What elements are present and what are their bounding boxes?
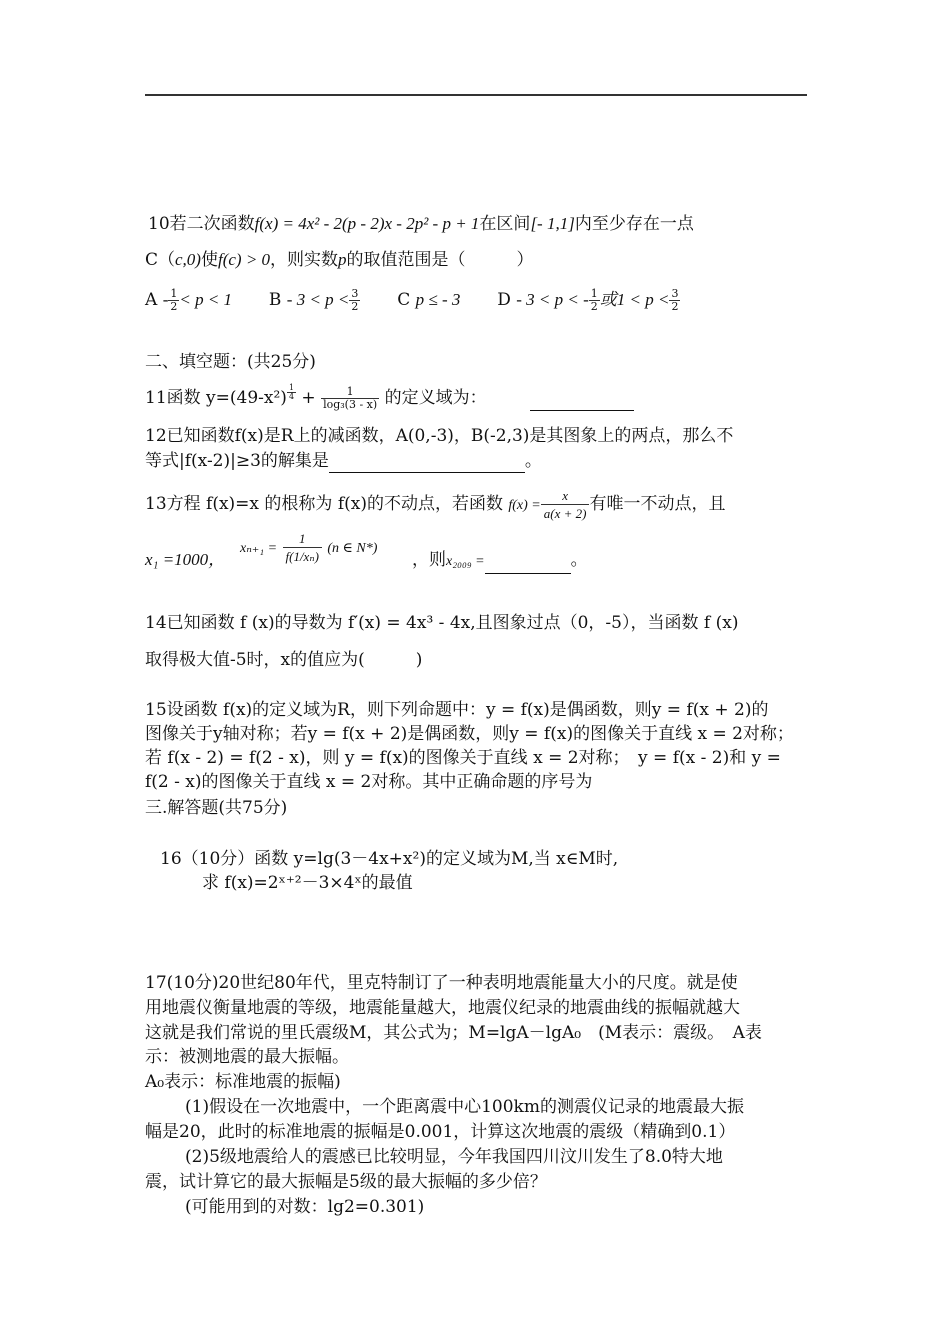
q10-interval: [- 1,1] — [530, 214, 575, 233]
option-b-label: B — [268, 290, 282, 310]
option-c: p ≤ - 3 — [415, 290, 461, 309]
q10-line1 — [148, 212, 694, 236]
option-c-label: C — [397, 290, 411, 310]
option-a: < p < 1 — [179, 290, 233, 309]
q12-line1: 12已知函数f(x)是R上的减函数，A(0,-3)，B(-2,3)是其图象上的两点，那么不 — [145, 426, 734, 446]
q15-line2: 图像关于y轴对称；若y = f(x + 2)是偶函数，则y = f(x)的图像关于直线 x = 2对称； — [145, 724, 794, 744]
q13-function: f(x) = — [508, 498, 541, 513]
q15-line3: 若 f(x - 2) = f(2 - x)，则 y = f(x)的图像关于直线 x = 2对称； y = f(x - 2)和 y = — [145, 748, 781, 768]
q14-line2: 取得极大值-5时，x的值应为( ) — [145, 650, 423, 670]
q17-part2-line2: 震，试计算它的最大振幅是5级的最大振幅的多少倍？ — [145, 1172, 547, 1192]
q10-text: 10若二次函数 — [148, 214, 255, 234]
fraction-three-halves: $\frac{3}{2}$ — [671, 287, 679, 313]
q13-text: 13方程 f(x)=x 的根称为 f(x)的不动点，若函数 — [145, 494, 503, 514]
q10-text-point: 内至少存在一点 — [574, 214, 694, 234]
fraction-one-half: $\frac{1}{2}$ — [590, 287, 598, 313]
q13-recurrence-fraction: $\frac{1}{\text{f(1/xₙ)}}$ — [283, 530, 322, 565]
option-d-label: D — [497, 290, 511, 310]
q10-text-range: 的取值范围是（ ） — [346, 250, 534, 270]
q17-line5: A₀表示：标准地震的振幅) — [145, 1072, 341, 1092]
q13-text-unique: 有唯一不动点，且 — [589, 494, 726, 514]
option-a-label: A — [145, 290, 158, 310]
q17-line4: 示：被测地震的最大振幅。 — [145, 1047, 349, 1067]
q10-condition: f(c) > 0 — [217, 250, 271, 269]
section-title-fill-in: 二、填空题：(共25分) — [145, 352, 316, 372]
q11-answer-blank[interactable] — [530, 392, 634, 411]
q13-text-then: ，则 — [412, 550, 446, 570]
q11-domain-text: 的定义域为： — [384, 388, 487, 408]
fraction-one-half: $\frac{1}{2}$ — [170, 287, 178, 313]
q13-line2-end — [412, 548, 588, 574]
q13-xn1: xₙ₊₁ = — [240, 541, 278, 556]
q13-line2 — [145, 548, 225, 572]
q17-line1: 17(10分)20世纪80年代，里克特制订了一种表明地震能量大小的尺度。就是使 — [145, 973, 738, 993]
q13-answer-blank[interactable] — [485, 555, 571, 574]
fraction-three-halves: $\frac{3}{2}$ — [351, 287, 359, 313]
option-b: - 3 < p < — [286, 290, 350, 309]
q17-line3: 这就是我们常说的里氏震级M，其公式为；M=lgA－lgA₀ (M表示：震级。 A表 — [145, 1023, 762, 1043]
header-rule — [145, 94, 807, 96]
q16-line2: 求 f(x)=2ˣ⁺²－3×4ˣ的最值 — [202, 873, 413, 893]
q11-line: 11函数 y=(49-x²) $\frac{1}{4}$ + $\frac{1}{\text{log₃(3 - x)}}$ 的定义域为： — [145, 386, 634, 411]
q12-answer-blank[interactable] — [329, 454, 525, 473]
q13-x1: x₁ =1000， — [145, 550, 226, 569]
option-d-part2: 或1 < p < — [599, 290, 670, 309]
q15-line4: f(2 - x)的图像关于直线 x = 2对称。其中正确命题的序号为 — [145, 772, 593, 792]
q15-line1: 15设函数 f(x)的定义域为R，则下列命题中：y = f(x)是偶函数，则y = f(x + 2)的 — [145, 700, 769, 720]
q17-part1-line1: (1)假设在一次地震中，一个距离震中心100km的测震仪记录的地震最大振 — [185, 1097, 744, 1117]
q17-hint: (可能用到的对数：lg2=0.301) — [185, 1197, 425, 1217]
q10-line2 — [145, 248, 534, 272]
q16-line1: 16（10分）函数 y=lg(3－4x+x²)的定义域为M,当 x∈M时, — [160, 849, 619, 869]
q17-line2: 用地震仪衡量地震的等级，地震能量越大，地震仪纪录的地震曲线的振幅就越大 — [145, 998, 740, 1018]
q10-text-interval: 在区间 — [479, 214, 531, 234]
section-title-answer: 三.解答题(共75分) — [145, 798, 288, 818]
q17-part2-line1: (2)5级地震给人的震感已比较明显，今年我国四川汶川发生了8.0特大地 — [185, 1147, 723, 1167]
q12-line2 — [145, 449, 542, 473]
q10-text-real: ，则实数 — [270, 250, 339, 270]
q13-x2009: x₂₀₀₉ = — [446, 554, 485, 569]
q10-c-label: C（ — [145, 250, 176, 270]
q12-text: 等式|f(x-2)|≥3的解集是 — [145, 451, 329, 471]
q11-log-fraction: $\frac{1}{\text{log₃(3 - x)}}$ — [323, 385, 378, 411]
q10-point: c,0) — [175, 250, 201, 269]
q14-line1: 14已知函数 f (x)的导数为 f′(x) = 4x³ - 4x,且图象过点（0，-5），当函数 f (x) — [145, 613, 739, 633]
q10-options: A - $\frac{1}{2}$ < p < 1 B - 3 < p < $\frac{3}{2}$ C p ≤ - 3 D - 3 < p < - $\frac{1}{2}$ 或1 < p < $\frac{3}{2}$ — [145, 287, 679, 313]
option-d-part1: - 3 < p < - — [516, 290, 589, 309]
q13-line1 — [145, 487, 725, 522]
q17-part1-line2: 幅是20，此时的标准地震的振幅是0.001，计算这次地震的震级（精确到0.1） — [145, 1122, 736, 1142]
q11-function: 11函数 y=(49-x²) — [145, 388, 287, 408]
q13-fraction: $\frac{x}{a(x + 2)}$ — [541, 487, 590, 522]
exponent-one-quarter: $\frac{1}{4}$ — [288, 383, 295, 401]
q10-text-make: 使 — [200, 250, 218, 270]
q10-function: f(x) = 4x² - 2(p - 2)x - 2p² - p + 1 — [254, 214, 480, 233]
q10-variable: p — [338, 250, 347, 269]
q13-recurrence — [240, 530, 377, 565]
q12-period: 。 — [524, 451, 542, 471]
q13-period: 。 — [570, 550, 588, 570]
q13-condition: (n ∈ N*) — [327, 541, 378, 556]
